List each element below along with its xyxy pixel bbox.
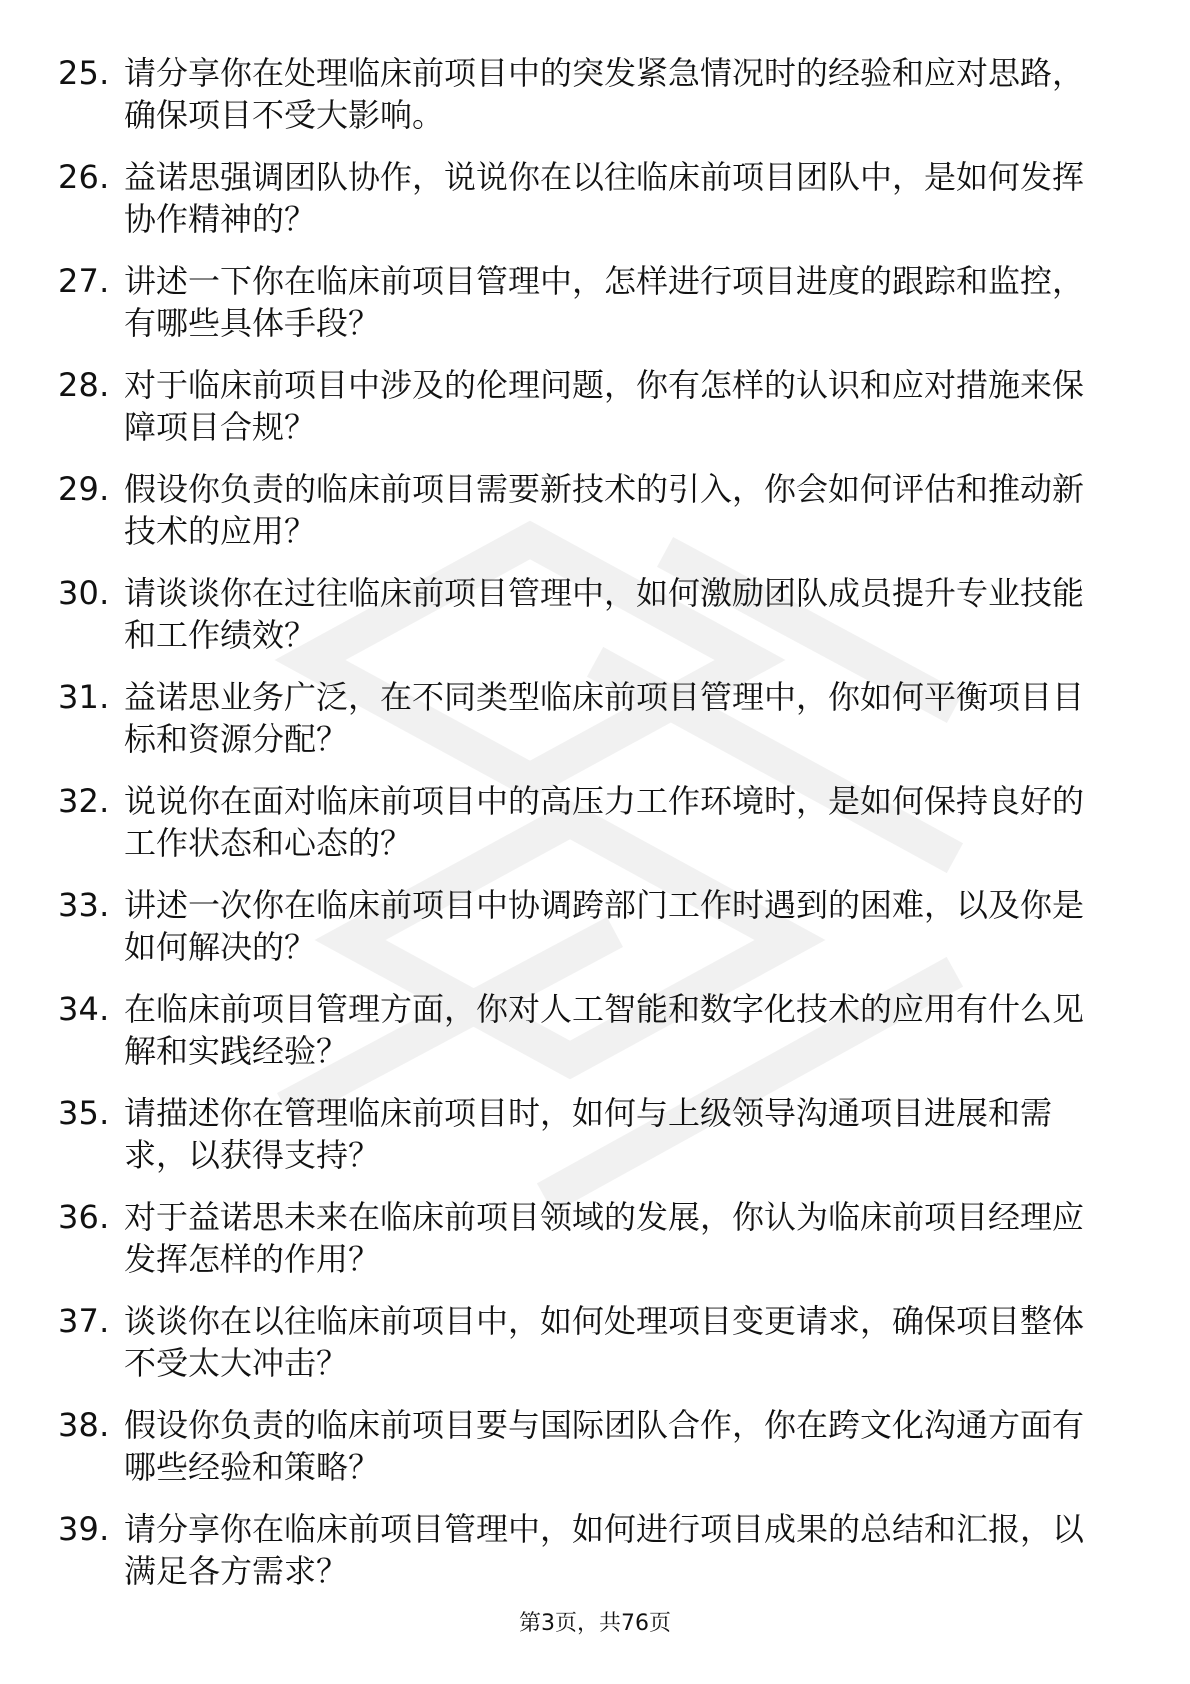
question-number: 29.	[58, 470, 110, 508]
question-text: 讲述一次你在临床前项目中协调跨部门工作时遇到的困难，以及你是如何解决的？	[124, 886, 1085, 966]
question-item	[58, 468, 1108, 552]
question-number: 32.	[58, 782, 110, 820]
question-number: 36.	[58, 1198, 110, 1236]
question-number: 30.	[58, 574, 110, 612]
question-item	[58, 364, 1108, 448]
question-text: 益诺思业务广泛，在不同类型临床前项目管理中，你如何平衡项目目标和资源分配？	[124, 678, 1085, 758]
question-number: 25.	[58, 54, 110, 92]
question-list	[58, 52, 1108, 1612]
question-text: 谈谈你在以往临床前项目中，如何处理项目变更请求，确保项目整体不受太大冲击？	[124, 1302, 1085, 1382]
question-item	[58, 52, 1108, 136]
question-text: 假设你负责的临床前项目要与国际团队合作，你在跨文化沟通方面有哪些经验和策略？	[124, 1406, 1085, 1486]
question-text: 说说你在面对临床前项目中的高压力工作环境时，是如何保持良好的工作状态和心态的？	[124, 782, 1085, 862]
question-text: 讲述一下你在临床前项目管理中，怎样进行项目进度的跟踪和监控，有哪些具体手段？	[124, 262, 1085, 342]
question-item	[58, 1508, 1108, 1592]
question-number: 31.	[58, 678, 110, 716]
question-item	[58, 156, 1108, 240]
question-item	[58, 676, 1108, 760]
question-text: 在临床前项目管理方面，你对人工智能和数字化技术的应用有什么见解和实践经验？	[124, 990, 1085, 1070]
question-number: 28.	[58, 366, 110, 404]
question-number: 39.	[58, 1510, 110, 1548]
question-number: 27.	[58, 262, 110, 300]
question-number: 34.	[58, 990, 110, 1028]
page-number-label: 第3页，共76页	[519, 1611, 671, 1636]
question-text: 请分享你在临床前项目管理中，如何进行项目成果的总结和汇报，以满足各方需求？	[124, 1510, 1085, 1590]
question-text: 假设你负责的临床前项目需要新技术的引入，你会如何评估和推动新技术的应用？	[124, 470, 1085, 550]
question-text: 请谈谈你在过往临床前项目管理中，如何激励团队成员提升专业技能和工作绩效？	[124, 574, 1085, 654]
question-item	[58, 260, 1108, 344]
question-number: 38.	[58, 1406, 110, 1444]
question-item	[58, 988, 1108, 1072]
question-text: 对于益诺思未来在临床前项目领域的发展，你认为临床前项目经理应发挥怎样的作用？	[124, 1198, 1085, 1278]
question-number: 35.	[58, 1094, 110, 1132]
question-item	[58, 884, 1108, 968]
question-text: 对于临床前项目中涉及的伦理问题，你有怎样的认识和应对措施来保障项目合规？	[124, 366, 1085, 446]
question-item	[58, 1196, 1108, 1280]
question-item	[58, 572, 1108, 656]
question-item	[58, 780, 1108, 864]
question-item	[58, 1300, 1108, 1384]
question-text: 益诺思强调团队协作，说说你在以往临床前项目团队中，是如何发挥协作精神的？	[124, 158, 1085, 238]
question-number: 33.	[58, 886, 110, 924]
page-footer	[0, 1610, 1190, 1638]
question-number: 37.	[58, 1302, 110, 1340]
question-text: 请分享你在处理临床前项目中的突发紧急情况时的经验和应对思路，确保项目不受大影响。	[124, 54, 1085, 134]
question-item	[58, 1404, 1108, 1488]
question-number: 26.	[58, 158, 110, 196]
question-item	[58, 1092, 1108, 1176]
question-text: 请描述你在管理临床前项目时，如何与上级领导沟通项目进展和需求，以获得支持？	[124, 1094, 1053, 1174]
